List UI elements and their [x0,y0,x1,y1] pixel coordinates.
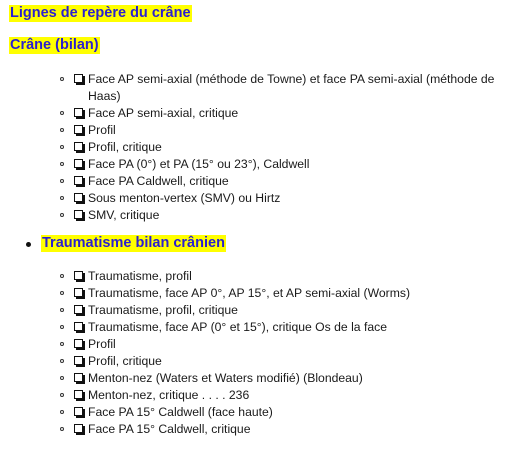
list-item [72,156,522,173]
list-item-label: Profil, critique [88,140,162,154]
list-item-label: Menton-nez (Waters et Waters modifié) (Blondeau) [88,371,363,385]
list-item-label: Traumatisme, face AP 0°, AP 15°, et AP semi-axial (Worms) [88,286,411,300]
list-item-label: Profil, critique [88,354,162,368]
checkbox-icon[interactable] [74,74,83,83]
list-item-label: Face PA 15° Caldwell, critique [88,422,251,436]
checkbox-icon[interactable] [74,322,83,331]
checkbox-icon[interactable] [74,159,83,168]
checkbox-icon[interactable] [74,339,83,348]
list-item [72,370,522,387]
list-item [72,105,522,122]
checkbox-icon[interactable] [74,356,83,365]
list-item [72,268,522,285]
checkbox-icon[interactable] [74,305,83,314]
checkbox-icon[interactable] [74,193,83,202]
checkbox-icon[interactable] [74,125,83,134]
list-item [72,404,522,421]
checkbox-icon[interactable] [74,373,83,382]
checkbox-icon[interactable] [74,142,83,151]
list-item [72,421,522,438]
checkbox-icon[interactable] [74,210,83,219]
checklist-traumatisme [72,268,522,438]
list-item-label: Face PA Caldwell, critique [88,174,229,188]
list-item [72,190,522,207]
list-item [72,302,522,319]
checklist-crane-bilan [72,71,522,224]
list-item-label: SMV, critique [88,208,160,222]
list-item-label: Face AP semi-axial (méthode de Towne) et face PA semi-axial (méthode de Haas) [88,72,495,103]
list-item-label: Face PA 15° Caldwell (face haute) [88,405,273,419]
list-item-label: Profil [88,337,116,351]
list-item-label: Sous menton-vertex (SMV) ou Hirtz [88,191,281,205]
section-heading-traumatisme: Traumatisme bilan crânien [42,235,225,251]
list-item-label: Menton-nez, critique . . . . 236 [88,388,250,402]
page-title: Lignes de repère du crâne [10,5,191,21]
list-item-label: Traumatisme, face AP (0° et 15°), critique Os de la face [88,320,387,334]
list-item-label: Traumatisme, profil, critique [88,303,238,317]
list-item [72,336,522,353]
list-item [72,139,522,156]
list-item [72,387,522,404]
list-item [72,319,522,336]
checkbox-icon[interactable] [74,288,83,297]
list-item [72,207,522,224]
checkbox-icon[interactable] [74,390,83,399]
list-item-label: Profil [88,123,116,137]
section-heading-crane-bilan: Crâne (bilan) [10,37,99,53]
bullet-icon [26,242,31,247]
checkbox-icon[interactable] [74,271,83,280]
list-item-label: Traumatisme, profil [88,269,192,283]
list-item-label: Face AP semi-axial, critique [88,106,239,120]
checkbox-icon[interactable] [74,176,83,185]
checkbox-icon[interactable] [74,424,83,433]
list-item-label: Face PA (0°) et PA (15° ou 23°), Caldwell [88,157,310,171]
checkbox-icon[interactable] [74,108,83,117]
checkbox-icon[interactable] [74,407,83,416]
list-item [72,353,522,370]
list-item [72,285,522,302]
list-item [72,173,522,190]
list-item [72,71,522,105]
list-item [72,122,522,139]
